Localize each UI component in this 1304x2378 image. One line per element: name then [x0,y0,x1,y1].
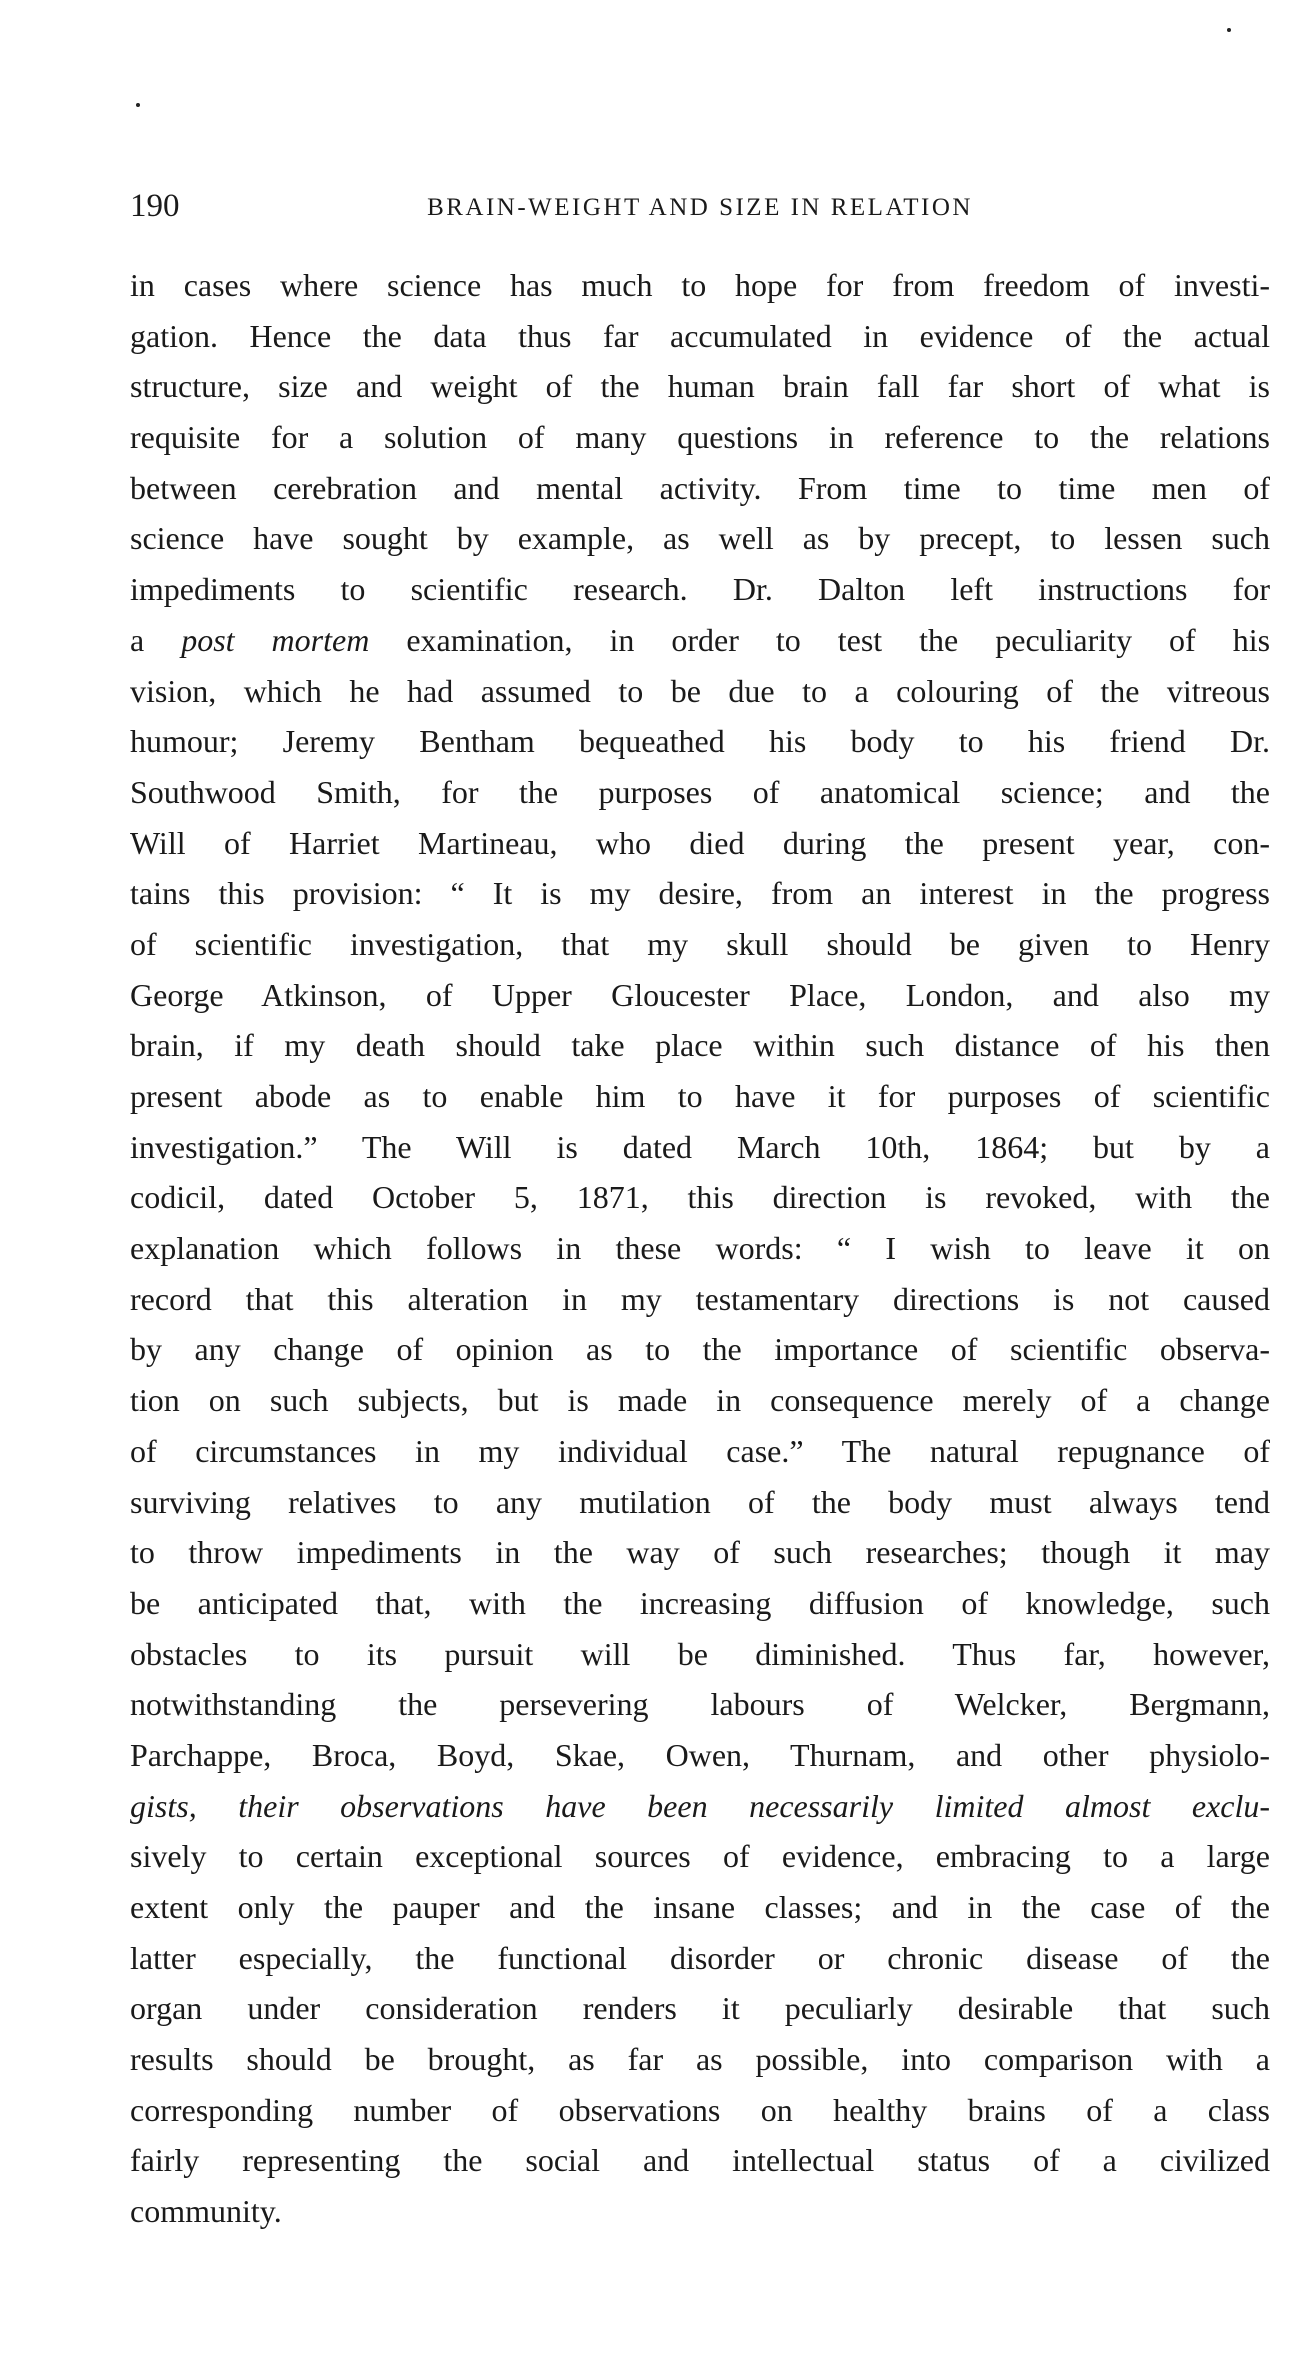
text-line: codicil, dated October 5, 1871, this direction is revoked, with the [130,1179,1270,1216]
text-line: community. [130,2193,282,2230]
text-line: tains this provision: “ It is my desire, from an interest in the progress [130,875,1270,912]
text-line: latter especially, the functional disorder or chronic disease of the [130,1939,1270,1976]
text-line: brain, if my death should take place within such distance of his then [130,1027,1270,1064]
text-line: science have sought by example, as well as by precept, to lessen such [130,520,1270,557]
print-speck [1227,28,1231,32]
running-title: BRAIN-WEIGHT AND SIZE IN RELATION [427,194,973,221]
text-line: to throw impediments in the way of such researches; though it may [130,1534,1270,1571]
text-line [130,1781,1270,1832]
text-line: gation. Hence the data thus far accumulated in evidence of the actual [130,317,1270,354]
text-line: vision, which he had assumed to be due to a colouring of the vitreous [130,672,1270,709]
text-line: results should be brought, as far as possible, into comparison with a [130,2041,1270,2078]
text-line: present abode as to enable him to have it for purposes of scientific [130,1078,1270,1114]
text-line: structure, size and weight of the human brain fall far short of what is [130,368,1270,405]
line-rest: their observations have been necessarily limited almost exclu- [238,1787,1270,1824]
text-line: organ under consideration renders it peculiarly desirable that such [130,1990,1270,2027]
line-rest: examination, in order to test the peculiarity of his [406,621,1270,658]
text-line [130,615,1270,666]
body-text [130,260,1270,2237]
text-line: Southwood Smith, for the purposes of anatomical science; and the [130,773,1270,810]
text-line: record that this alteration in my testamentary directions is not caused [130,1280,1270,1317]
text-line: impediments to scientific research. Dr. Dalton left instructions for [130,571,1270,608]
text-line: explanation which follows in these words: “ I wish to leave it on [130,1230,1270,1267]
page-number: 190 [130,188,180,224]
text-line: fairly representing the social and intellectual status of a civilized [130,2142,1270,2179]
text-line: of scientific investigation, that my skull should be given to Henry [130,925,1270,962]
text-line: investigation.” The Will is dated March 10th, 1864; but by a [130,1128,1270,1165]
text-line: extent only the pauper and the insane classes; and in the case of the [130,1889,1270,1925]
text-line: humour; Jeremy Bentham bequeathed his body to his friend Dr. [130,723,1270,760]
text-line: be anticipated that, with the increasing diffusion of knowledge, such [130,1584,1270,1621]
page-header [130,186,1270,226]
text-line: tion on such subjects, but is made in consequence merely of a change [130,1382,1270,1419]
text-line: obstacles to its pursuit will be diminished. Thus far, however, [130,1635,1270,1672]
text-line: in cases where science has much to hope for from freedom of investi- [130,267,1270,303]
text-line: sively to certain exceptional sources of evidence, embracing to a large [130,1838,1270,1875]
text-line: corresponding number of observations on healthy brains of a class [130,2091,1270,2128]
text-line: between cerebration and mental activity. From time to time men of [130,469,1270,506]
text-line: by any change of opinion as to the importance of scientific observa- [130,1331,1270,1368]
text-line: Parchappe, Broca, Boyd, Skae, Owen, Thurnam, and other physiolo- [130,1736,1270,1773]
text-line: surviving relatives to any mutilation of the body must always tend [130,1483,1270,1520]
line-prefix: a [130,621,145,658]
text-line: requisite for a solution of many questions in reference to the relations [130,419,1270,456]
text-line: of circumstances in my individual case.” The natural repugnance of [130,1432,1270,1469]
line-prefix: gists, [130,1787,197,1824]
print-speck [136,103,140,107]
text-line: George Atkinson, of Upper Gloucester Place, London, and also my [130,976,1270,1013]
italic-phrase: post mortem [181,621,370,658]
text-line: notwithstanding the persevering labours of Welcker, Bergmann, [130,1686,1270,1723]
text-line: Will of Harriet Martineau, who died during the present year, con- [130,824,1270,861]
